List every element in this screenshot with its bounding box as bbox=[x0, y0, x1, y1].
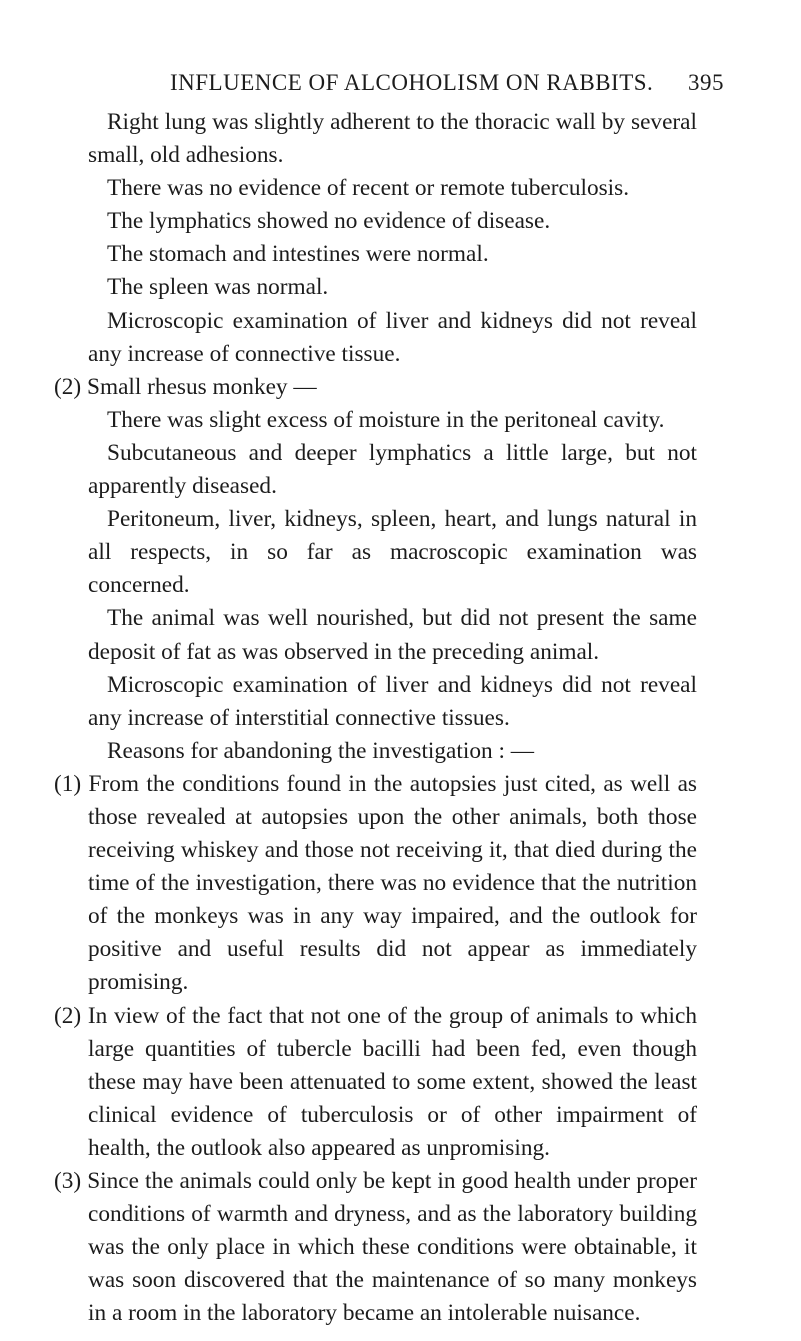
numbered-reason: (3) Since the animals could only be kept in good health under proper conditions of warmth and dryness, and as the laboratory building was the only place in which these conditions were obtainable, it was soon discovered that the maintenance of so many monkeys in a room in the laboratory became an intolerable nuisance. bbox=[54, 1168, 697, 1327]
paragraph: Right lung was slightly adherent to the thoracic wall by several small, old adhesions. bbox=[88, 109, 697, 169]
paragraph: The lymphatics showed no evidence of disease. bbox=[107, 208, 551, 235]
numbered-heading: (2) Small rhesus monkey — bbox=[54, 373, 317, 400]
running-head: INFLUENCE OF ALCOHOLISM ON RABBITS. bbox=[170, 70, 654, 95]
paragraph: Reasons for abandoning the investigation : — bbox=[107, 737, 535, 764]
page-number: 395 bbox=[688, 70, 724, 95]
paragraph: Subcutaneous and deeper lymphatics a little large, but not apparently diseased. bbox=[88, 439, 697, 500]
paragraph: There was no evidence of recent or remote tuberculosis. bbox=[107, 175, 630, 202]
paragraph: The stomach and intestines were normal. bbox=[107, 241, 489, 268]
paragraph: There was slight excess of moisture in the peritoneal cavity. bbox=[107, 406, 665, 433]
numbered-reason: (1) From the conditions found in the autopsies just cited, as well as those revealed at autopsies upon the other animals, both those receiving whiskey and those not receiving it, that died during the time of the investigation, there was no evidence that the nutrition of the monkeys was in any way impaired, and the outlook for positive and useful results did not appear as immediately promising. bbox=[54, 770, 697, 996]
paragraph: The spleen was normal. bbox=[107, 274, 329, 301]
numbered-reason: (2) In view of the fact that not one of the group of animals to which large quantities of tubercle bacilli had been fed, even though these may have been attenuated to some extent, showed the least clinical evidence of tuberculosis or of other impairment of health, the outlook also appeared as unpromising. bbox=[54, 1002, 697, 1161]
autopsy-notes-second bbox=[88, 404, 697, 768]
paragraph: The animal was well nourished, but did not present the same deposit of fat as was observed in the preceding animal. bbox=[88, 605, 697, 665]
body-text bbox=[0, 106, 801, 1330]
autopsy-notes-first bbox=[88, 106, 697, 371]
paragraph: Microscopic examination of liver and kidneys did not reveal any increase of connective tissue. bbox=[88, 307, 697, 367]
paragraph: Peritoneum, liver, kidneys, spleen, heart, and lungs natural in all respects, in so far as macroscopic examination was concerned. bbox=[88, 506, 697, 599]
paragraph: Microscopic examination of liver and kidneys did not reveal any increase of interstitial connective tissues. bbox=[88, 671, 697, 731]
